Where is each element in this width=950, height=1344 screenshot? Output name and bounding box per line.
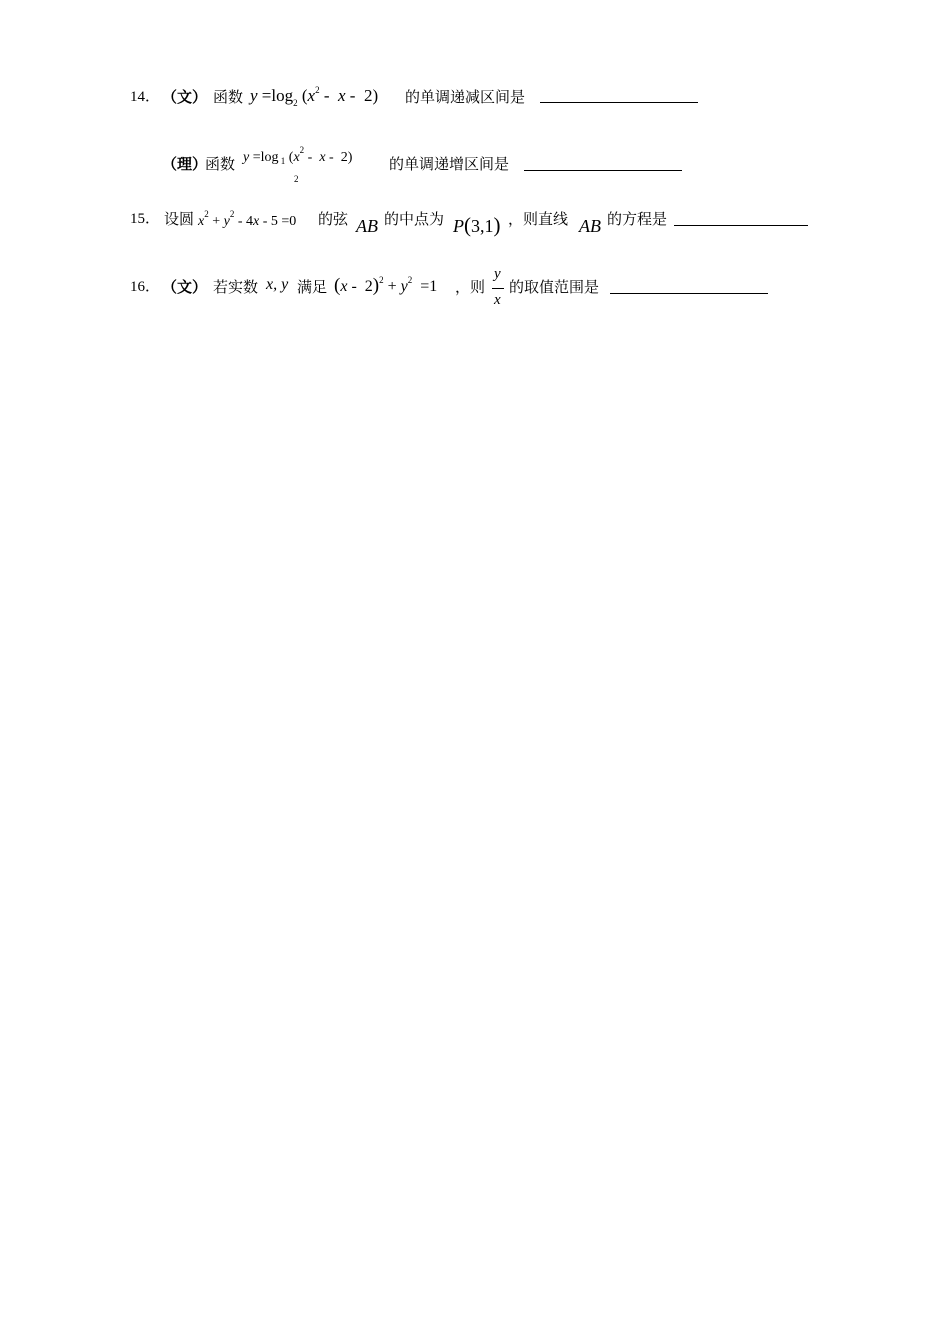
question-text-mid2: 的中点为 — [384, 210, 445, 228]
answer-blank[interactable] — [524, 169, 682, 171]
question-text-mid2: ，则 — [455, 278, 486, 296]
tag-wen: （文） — [162, 278, 208, 296]
formula-log2: $y =\log_2$ ($x^2$ - x - 2) — [250, 85, 379, 108]
question-text-pre: 设圆 — [164, 210, 195, 228]
question-number: 14． — [130, 89, 161, 105]
answer-blank[interactable] — [540, 101, 698, 103]
variables-xy: x, y — [266, 276, 289, 293]
question-text-mid3: ，则直线 — [508, 210, 569, 228]
tag-wen: （文） — [162, 88, 208, 106]
question-text-post: 的单调递增区间是 — [389, 155, 510, 173]
question-text-post: 的单调递减区间是 — [405, 88, 526, 106]
question-text-post: 的方程是 — [607, 210, 668, 228]
point-p: P(3,1) — [453, 213, 501, 237]
fraction-denominator: x — [494, 292, 501, 308]
answer-blank[interactable] — [674, 224, 808, 226]
chord-ab: AB — [356, 216, 378, 236]
answer-blank[interactable] — [610, 292, 768, 294]
formula-log-half: y =log $_1$ ($x^2$ - x - 2) — [243, 145, 353, 166]
question-text-pre: 若实数 — [213, 278, 259, 296]
question-text-mid1: 的弦 — [318, 210, 349, 228]
line-ab: AB — [579, 216, 601, 236]
fraction-bar — [492, 288, 504, 289]
fraction-numerator: y — [494, 266, 501, 282]
question-number: 16． — [130, 279, 161, 295]
formula-circle: $x^2 + y^2 - 4x - 5 =0$ — [198, 209, 297, 229]
log-base-denominator: 2 — [294, 174, 299, 184]
question-text-pre: 函数 — [213, 88, 244, 106]
question-text-mid: 满足 — [297, 278, 328, 296]
question-number: 15． — [130, 211, 161, 227]
formula-circle-equation: $(x - 2)^2 + y^2 =1$ — [334, 275, 438, 296]
question-text-post: 的取值范围是 — [509, 278, 600, 296]
question-text-pre: 函数 — [205, 155, 236, 173]
tag-li: （理） — [162, 155, 208, 173]
